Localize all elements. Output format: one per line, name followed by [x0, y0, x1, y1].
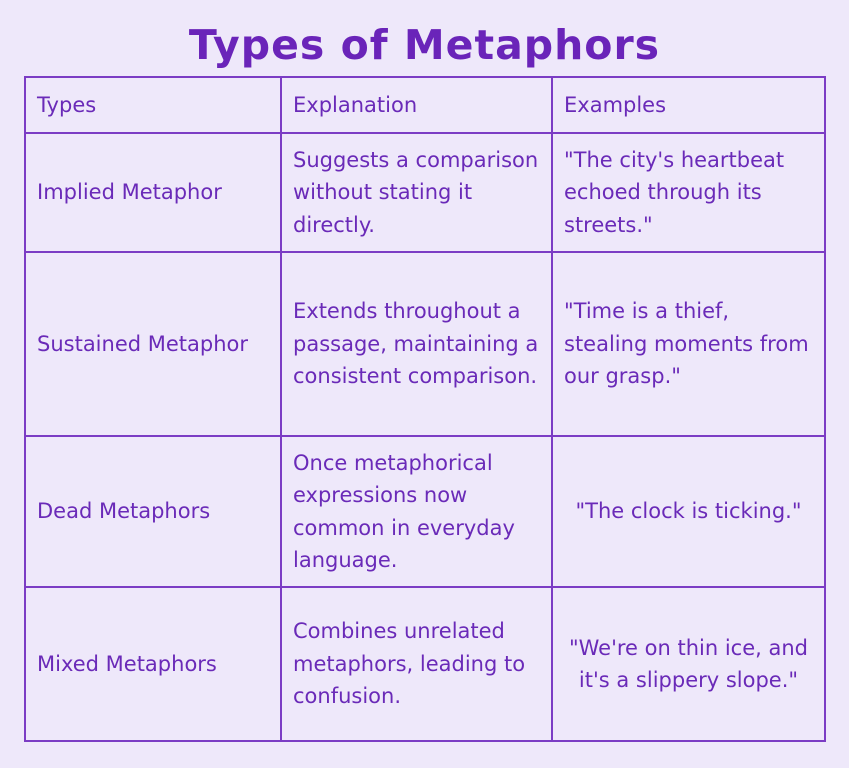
type-cell: Implied Metaphor: [25, 133, 281, 252]
example-cell: "Time is a thief, stealing moments from our grasp.": [552, 252, 825, 436]
table-row: [25, 133, 825, 252]
explanation-cell: Suggests a comparison without stating it directly.: [281, 133, 552, 252]
header-types: Types: [25, 77, 281, 133]
table-row: [25, 436, 825, 587]
type-cell: Sustained Metaphor: [25, 252, 281, 436]
page-title: Types of Metaphors: [188, 21, 661, 69]
explanation-cell: Extends throughout a passage, maintaining a consistent comparison.: [281, 252, 552, 436]
example-cell: "The city's heartbeat echoed through its streets.": [552, 133, 825, 252]
example-cell: "We're on thin ice, and it's a slippery slope.": [552, 587, 825, 741]
example-cell: "The clock is ticking.": [552, 436, 825, 587]
explanation-cell: Once metaphorical expressions now common in everyday language.: [281, 436, 552, 587]
header-examples: Examples: [552, 77, 825, 133]
table-row: [25, 587, 825, 741]
type-cell: Mixed Metaphors: [25, 587, 281, 741]
type-cell: Dead Metaphors: [25, 436, 281, 587]
metaphor-table: [24, 76, 826, 742]
explanation-cell: Combines unrelated metaphors, leading to confusion.: [281, 587, 552, 741]
table-header-row: [25, 77, 825, 133]
table-row: [25, 252, 825, 436]
header-explanation: Explanation: [281, 77, 552, 133]
